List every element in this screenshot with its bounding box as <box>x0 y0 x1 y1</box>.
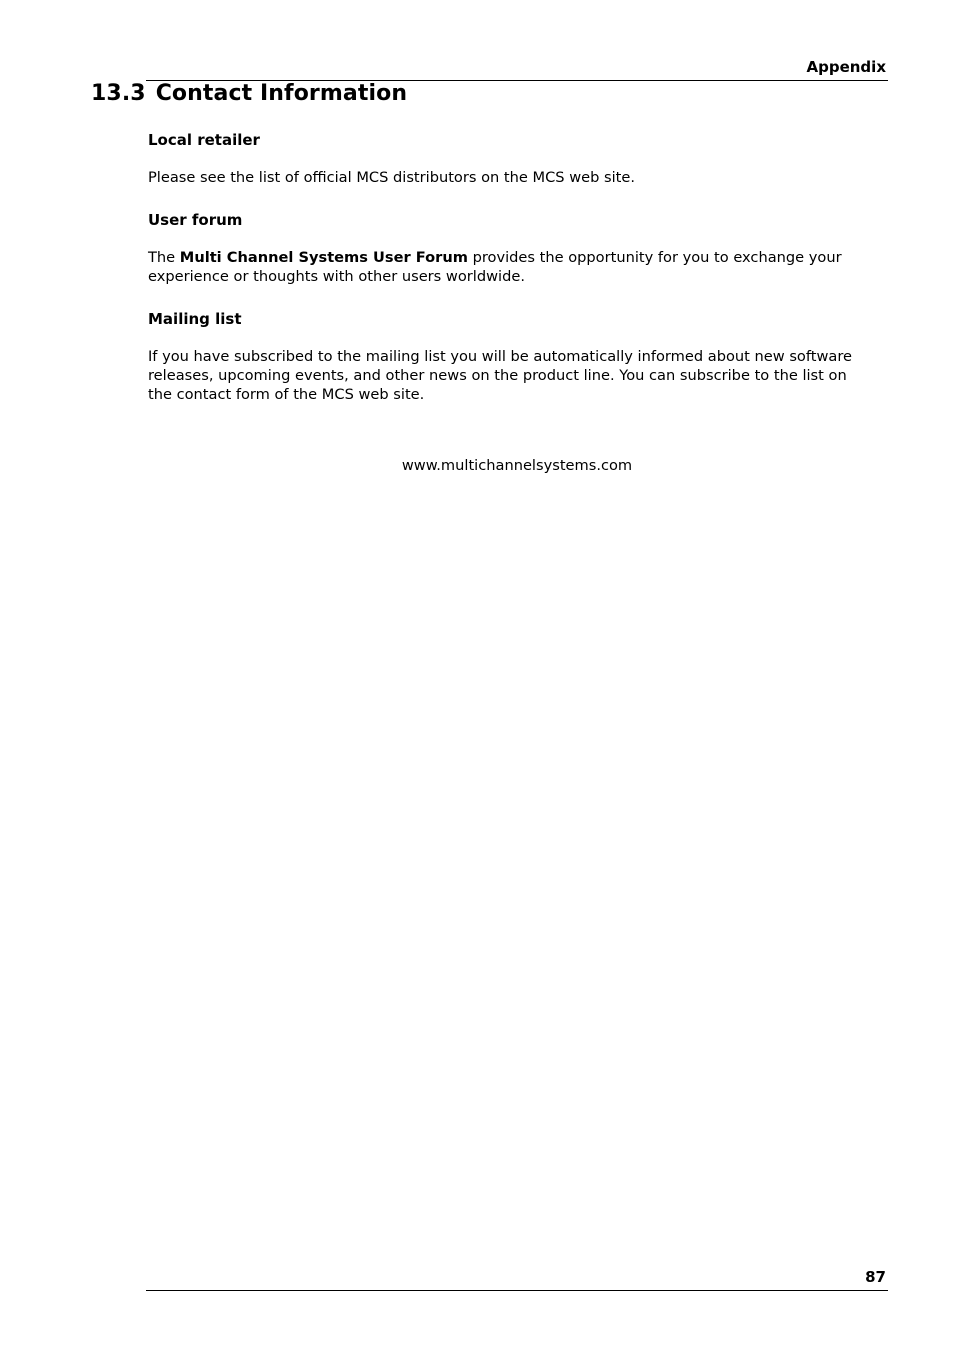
website-url: www.multichannelsystems.com <box>401 457 633 474</box>
user-forum-text-line2: experience or thoughts with other users worldwide. <box>148 268 525 285</box>
user-forum-heading: User forum <box>148 211 243 229</box>
running-header-label: Appendix <box>806 58 886 76</box>
local-retailer-text: Please see the list of official MCS distributors on the MCS web site. <box>148 169 636 186</box>
mailing-list-heading: Mailing list <box>148 310 242 328</box>
mailing-list-text <box>148 347 883 404</box>
main-content <box>148 130 883 404</box>
local-retailer-heading: Local retailer <box>148 131 260 149</box>
section-title-text: Contact Information <box>155 81 408 106</box>
mailing-list-line-3: the contact form of the MCS web site. <box>148 386 425 403</box>
mailing-list-line-1: If you have subscribed to the mailing list you will be automatically informed about new software <box>148 348 852 365</box>
footer-rule <box>146 1290 888 1291</box>
page-number: 87 <box>865 1268 886 1286</box>
mailing-list-line-2: releases, upcoming events, and other news on the product line. You can subscribe to the list on <box>148 367 847 384</box>
user-forum-text-lead: The <box>148 249 180 266</box>
section-number: 13.3 <box>91 81 146 106</box>
user-forum-name: Multi Channel Systems User Forum <box>179 249 468 266</box>
section-title <box>91 79 407 109</box>
user-forum-text-tail: provides the opportunity for you to exchange your <box>467 249 842 266</box>
user-forum-text <box>148 248 883 286</box>
